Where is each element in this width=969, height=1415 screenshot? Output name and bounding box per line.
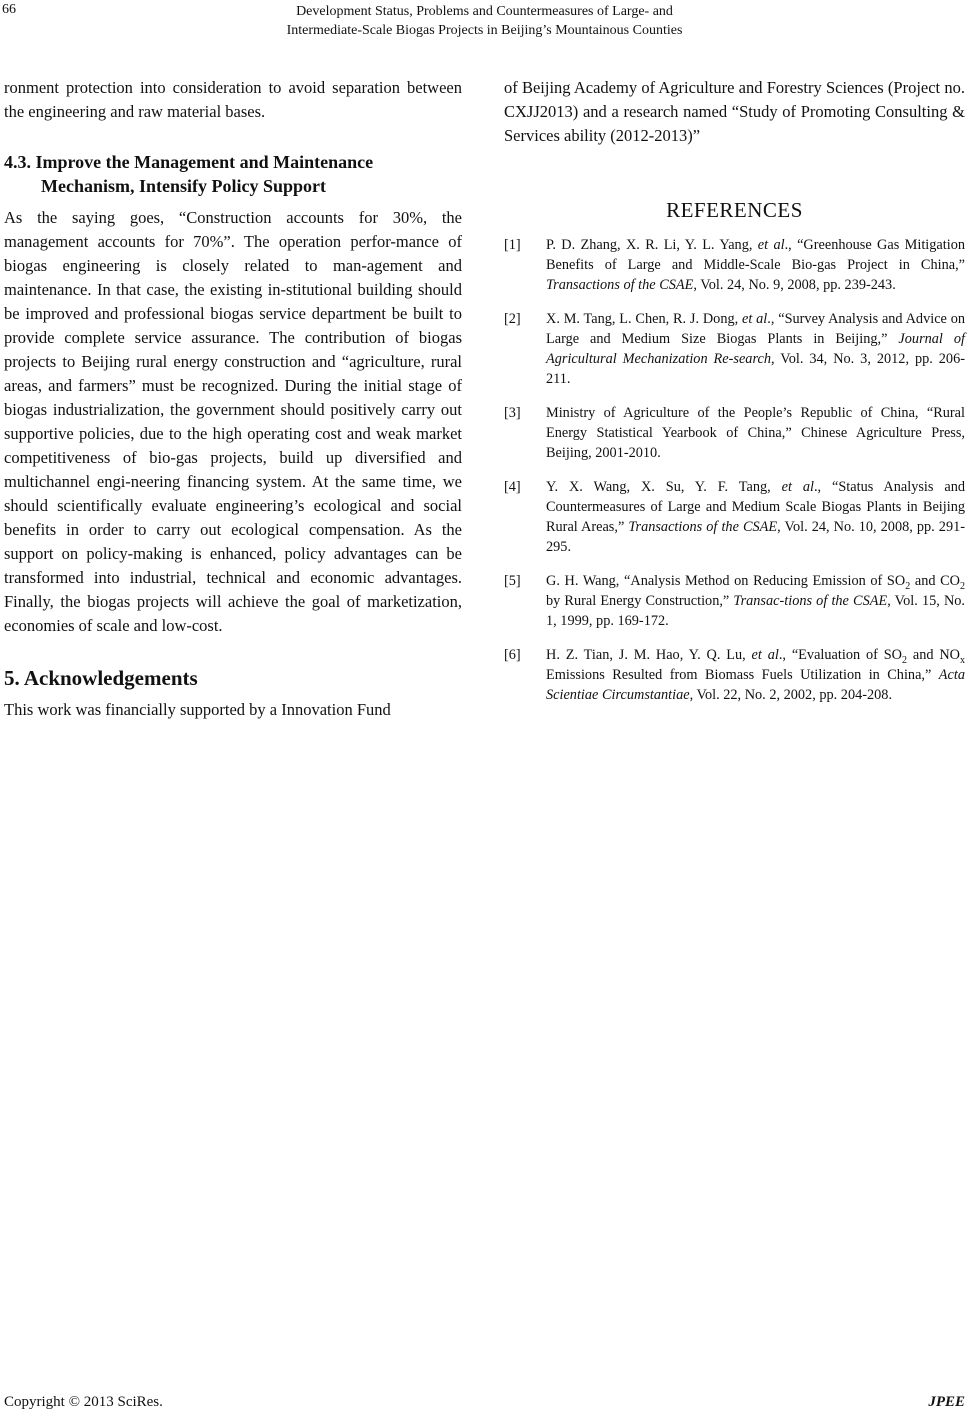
acknowledgements-heading: 5. Acknowledgements	[4, 666, 198, 690]
reference-details: , Vol. 15, No. 1, 1999, pp. 169-172.	[546, 593, 965, 629]
references-heading: REFERENCES	[666, 198, 803, 222]
reference-authors: P. D. Zhang, X. R. Li, Y. L. Yang,	[546, 237, 758, 253]
reference-title-part-2: and NO	[907, 647, 960, 663]
reference-item-1	[504, 235, 965, 295]
reference-journal: Acta Scientiae Circumstantiae	[546, 667, 965, 703]
subscript: 2	[902, 654, 907, 666]
reference-item-4	[504, 477, 965, 557]
reference-et-al: et al	[751, 647, 779, 663]
intro-paragraph: ronment protection into consideration to avoid separation between the engineering and raw material bases.	[4, 78, 462, 121]
reference-et-al: et al	[781, 479, 814, 495]
reference-number: [5]	[504, 573, 521, 589]
reference-number: [6]	[504, 647, 521, 663]
reference-title: ., “Survey Analysis and Advice on Large and Medium Size Biogas Plants in Beijing,”	[546, 311, 965, 347]
reference-details: , Vol. 22, No. 2, 2002, pp. 204-208.	[689, 687, 893, 703]
reference-authors: Y. X. Wang, X. Su, Y. F. Tang,	[546, 479, 782, 495]
running-title-line-2: Intermediate-Scale Biogas Projects in Beijing’s Mountainous Counties	[286, 23, 683, 38]
reference-title-part-1: G. H. Wang, “Analysis Method on Reducing Emission of SO	[546, 573, 906, 589]
reference-authors: X. M. Tang, L. Chen, R. J. Dong,	[546, 311, 743, 327]
reference-text: Ministry of Agriculture of the People’s Republic of China, “Rural Energy Statistical Yearbook of China,” Chinese Agriculture Press, Beijing, 2001-2010.	[546, 405, 965, 461]
subscript: 2	[960, 580, 965, 592]
reference-details: , Vol. 24, No. 10, 2008, pp. 291-295.	[546, 519, 965, 555]
subscript: 2	[905, 580, 911, 592]
reference-item-3	[504, 403, 965, 463]
reference-number: [1]	[504, 237, 521, 253]
reference-title-part-3: by Rural Energy Construction,”	[546, 593, 734, 609]
reference-item-6	[504, 645, 965, 705]
reference-number: [2]	[504, 311, 521, 327]
reference-number: [3]	[504, 405, 521, 421]
reference-title-part-1: ., “Evaluation of SO	[778, 647, 902, 663]
reference-item-2	[504, 309, 965, 389]
section-4-3-heading-line-2: Mechanism, Intensify Policy Support	[41, 176, 327, 196]
reference-journal: Journal of Agricultural Mechanization Re-search	[546, 331, 965, 367]
right-column	[504, 76, 965, 719]
reference-journal: Transactions of the CSAE	[628, 519, 778, 535]
reference-number: [4]	[504, 479, 521, 495]
reference-et-al: et al	[757, 237, 785, 253]
reference-item-5	[504, 571, 965, 631]
reference-details: , Vol. 24, No. 9, 2008, pp. 239-243.	[693, 277, 896, 293]
reference-et-al: et al	[742, 311, 768, 327]
reference-list	[504, 235, 965, 705]
subscript: x	[960, 654, 965, 666]
running-title-line-1: Development Status, Problems and Countermeasures of Large- and	[296, 4, 673, 19]
acknowledgements-paragraph-start: This work was financially supported by a Innovation Fund	[4, 700, 391, 719]
reference-title: ., “Greenhouse Gas Mitigation Benefits of Large and Middle-Scale Bio-gas Project in China,”	[546, 237, 965, 273]
copyright-notice: Copyright © 2013 SciRes.	[4, 1394, 163, 1410]
acknowledgements-paragraph-continued: of Beijing Academy of Agriculture and Forestry Sciences (Project no. CXJJ2013) and a research named “Study of Promoting Consulting & Services ability (2012-2013)”	[504, 78, 965, 145]
reference-title: ., “Status Analysis and Countermeasures of Large and Medium Scale Biogas Plants in Beijing Rural Areas,”	[546, 479, 966, 535]
section-4-3-heading-line-1: 4.3. Improve the Management and Maintenance	[4, 152, 374, 172]
section-4-3-paragraph: As the saying goes, “Construction accounts for 30%, the management accounts for 70%”. The operation perfor-mance of biogas engineering is closely related to man-agement and maintenance. In that case, the existing in-stitutional building should be improved and professional biogas service department be built to provide complete service assurance. The contribution of biogas projects to Beijing rural energy construction and “agriculture, rural areas, and farmers” must be recognized. During the initial stage of biogas industrialization, the government should positively carry out supportive policies, due to the high operating cost and weak market competitiveness of bio-gas projects, build up diversified and multichannel engi-neering financing system. At the same time, we should scientifically evaluate engineering’s ecological and social benefits in order to carry out ecological compensation. As the support on policy-making is enhanced, policy advantages can be transformed into industrial, technical and economic advantages. Finally, the biogas projects will achieve the goal of marketization, economies of scale and low-cost.	[4, 208, 462, 635]
reference-details: , Vol. 34, No. 3, 2012, pp. 206-211.	[546, 351, 965, 387]
running-header	[150, 2, 819, 40]
reference-authors: H. Z. Tian, J. M. Hao, Y. Q. Lu,	[546, 647, 752, 663]
page-number: 66	[2, 2, 16, 17]
journal-abbreviation: JPEE	[928, 1394, 965, 1410]
reference-title-part-2: and CO	[910, 573, 960, 589]
reference-journal: Transactions of the CSAE	[546, 277, 694, 293]
reference-journal: Transac-tions of the CSAE	[733, 593, 888, 609]
section-4-3-heading	[4, 150, 462, 198]
left-column	[4, 76, 462, 722]
reference-title-part-3: Emissions Resulted from Biomass Fuels Utilization in China,”	[546, 667, 939, 683]
